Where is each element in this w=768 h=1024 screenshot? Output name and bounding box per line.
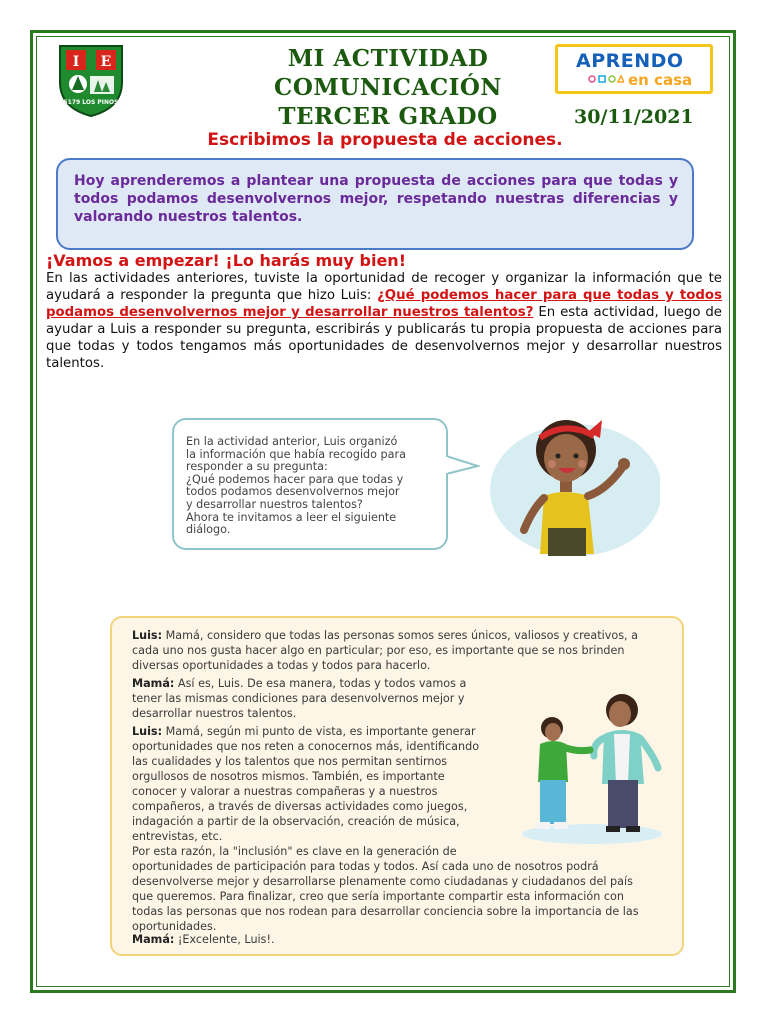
dialogue-line: que queremos. Para finalizar, creo que sería importante compartir esta información con	[132, 890, 624, 903]
dialogue-turn-mama-1	[132, 676, 502, 721]
logo-shapes-icon	[588, 74, 624, 84]
bubble-tail	[444, 452, 480, 478]
dialogue-turn-luis-1	[132, 628, 662, 673]
school-crest	[56, 42, 126, 118]
bubble-line: diálogo.	[186, 523, 231, 537]
dialogue-line: orgullosos de nosotros mismos. También, es importante	[132, 770, 445, 783]
bubble-line: En la actividad anterior, Luis organizó	[186, 435, 398, 448]
dialogue-line: entrevistas, etc.	[132, 830, 223, 843]
speaker-name: Mamá:	[132, 677, 175, 690]
bubble-line: Ahora te invitamos a leer el siguiente	[186, 510, 397, 524]
mother-and-son-illustration	[510, 684, 674, 848]
girl-illustration	[484, 402, 660, 558]
purpose-text: Hoy aprenderemos a plantear una propuesta de acciones para que todas y todos podamos desenvolvernos mejor, respetando nuestras diferencias y valorando nuestros talentos.	[74, 173, 678, 225]
dialogue-line: compañeros, a través de diversas actividades como juegos,	[132, 800, 468, 813]
crest-caption: 5179 LOS PINOS	[63, 99, 119, 106]
bubble-line: y desarrollar nuestros talentos?	[186, 497, 363, 511]
speech-bubble	[172, 418, 448, 550]
dialogue-line: Por esta razón, la "inclusión" es clave en la generación de	[132, 845, 457, 858]
dialogue-line: desarrollar nuestros talentos.	[132, 707, 297, 720]
dialogue-line: Mamá, considero que todas las personas somos seres únicos, valiosos y creativos, a	[162, 629, 639, 642]
speaker-name: Mamá:	[132, 933, 175, 946]
dialogue-paragraph-inclusion	[132, 844, 672, 934]
dialogue-line: oportunidades de participación para todas y todos. Así cada uno de nosotros podrá	[132, 860, 599, 873]
dialogue-line: desenvolverse mejor y desarrollarse plenamente como ciudadanas y ciudadanos del país	[132, 875, 633, 888]
dialogue-line: las cualidades y los talentos que nos permitan sentirnos	[132, 755, 448, 768]
dialogue-line: todas las personas que nos rodean para desarrollar conciencia sobre la importancia de las	[132, 905, 639, 918]
dialogue-line: oportunidades que nos reten a conocernos más, identificando	[132, 740, 480, 753]
aprendo-en-casa-logo	[555, 44, 713, 94]
title-line-2: COMUNICACIÓN	[274, 74, 502, 101]
dialogue-line: cada uno nos gusta hacer algo en particular; por eso, es importante que se nos brinden	[132, 644, 625, 657]
dialogue-line: Así es, Luis. De esa manera, todas y todos vamos a	[174, 677, 467, 690]
dialogue-line: diversas oportunidades a todas y todos para hacerlo.	[132, 659, 431, 672]
bubble-text	[186, 436, 434, 537]
dialogue-line: conocer y valorar a nuestras compañeras y a nuestros	[132, 785, 438, 798]
bubble-line: todos podamos desenvolvernos mejor	[186, 485, 400, 499]
purpose-box	[56, 158, 694, 250]
dialogue-line: indagación a partir de la observación, creación de música,	[132, 815, 460, 828]
dialogue-line: Mamá, según mi punto de vista, es importante generar	[162, 725, 476, 738]
speaker-name: Luis:	[132, 725, 163, 738]
intro-text-after: En esta actividad, luego de ayudar a Luis a responder su pregunta, escribirás y publicarás tu propia propuesta de acciones para que todas y todos tengamos más oportunidades de desenvolvernos mejor y desarrollar nuestros talentos.	[46, 305, 722, 371]
date: 30/11/2021	[574, 106, 694, 128]
bubble-line: la información que había recogido para	[186, 447, 406, 461]
start-heading: ¡Vamos a empezar! ¡Lo harás muy bien!	[46, 251, 406, 270]
dialogue-line: ¡Excelente, Luis!.	[174, 933, 275, 946]
crest-letter-e: E	[100, 54, 112, 70]
title-line-1: MI ACTIVIDAD	[287, 45, 489, 72]
dialogue-line: oportunidades.	[132, 920, 217, 933]
bubble-line: responder a su pregunta:	[186, 460, 328, 474]
dialogue-turn-luis-2	[132, 724, 512, 844]
crest-letter-i: I	[72, 54, 80, 70]
guiding-question: ¿Qué podemos hacer para que todas y todos podamos desenvolvernos mejor y desarrollar nuestros talentos?	[46, 288, 722, 320]
activity-subtitle: Escribimos la propuesta de acciones.	[207, 130, 563, 150]
dialogue-turn-mama-2	[132, 932, 432, 947]
intro-text-before: En las actividades anteriores, tuviste la oportunidad de recoger y organizar la información que te ayudará a responder la pregunta que hizo Luis:	[46, 271, 722, 303]
dialogue-line: tener las mismas condiciones para desenvolvernos mejor y	[132, 692, 465, 705]
logo-main-text: APRENDO	[576, 50, 684, 72]
intro-paragraph	[46, 270, 722, 372]
speaker-name: Luis:	[132, 629, 163, 642]
bubble-line: ¿Qué podemos hacer para que todas y	[186, 472, 404, 486]
title-line-3: TERCER GRADO	[278, 103, 498, 130]
logo-sub-text: en casa	[628, 71, 693, 89]
